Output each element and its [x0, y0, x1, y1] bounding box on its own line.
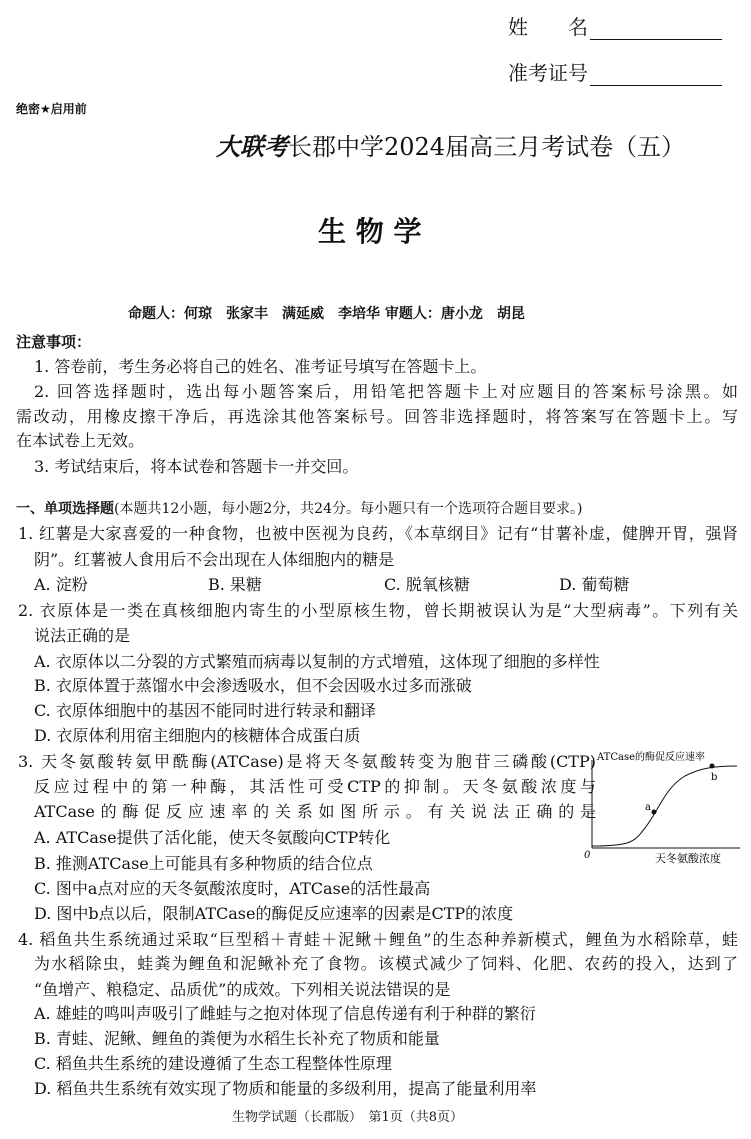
point-a: [652, 810, 657, 815]
option-b: B. 果糖: [208, 575, 262, 594]
option-d: D. 稻鱼共生系统有效实现了物质和能量的多级利用，提高了能量利用率: [34, 1079, 537, 1098]
notice-line: 2. 回答选择题时，选出每小题答案后，用铅笔把答题卡上对应题目的答案标号涂黑。如: [34, 382, 738, 401]
question-4-stem: “鱼增产、粮稳定、品质优”的成效。下列相关说法错误的是: [34, 980, 451, 999]
option-c: C. 图中a点对应的天冬氨酸浓度时，ATCase的活性最高: [34, 879, 431, 898]
subject-title: 生 物 学: [318, 215, 422, 248]
notice-line: 在本试卷上无效。: [16, 431, 145, 450]
title-text: 长郡中学2024届高三月考试卷（五）: [288, 133, 686, 161]
exam-title: [216, 133, 685, 161]
section-desc: (本题共12小题，每小题2分，共24分。每小题只有一个选项符合题目要求。): [114, 501, 583, 517]
notice-line: 3. 考试结束后，将本试卷和答题卡一并交回。: [34, 457, 359, 476]
question-1-stem: 1. 红薯是大家喜爱的一种食物，也被中医视为良药，《本草纲目》记有“甘薯补虚，健脾开胃，强肾: [18, 524, 738, 543]
option-c: C. 稻鱼共生系统的建设遵循了生态工程整体性原理: [34, 1054, 392, 1073]
notice-line: 需改动，用橡皮擦干净后，再选涂其他答案标号。回答非选择题时，将答案写在答题卡上。写: [16, 407, 738, 426]
notice-line: 1. 答卷前，考生务必将自己的姓名、准考证号填写在答题卡上。: [34, 357, 487, 376]
authors: 命题人：何琼 张家丰 满延威 李培华 审题人：唐小龙 胡昆: [128, 306, 525, 322]
option-c: C. 衣原体细胞中的基因不能同时进行转录和翻译: [34, 701, 376, 720]
section-title: 一、单项选择题: [16, 501, 114, 517]
secret-mark: 绝密★启用前: [16, 102, 87, 116]
option-a: A. 淀粉: [34, 575, 88, 594]
option-b: B. 青蛙、泥鳅、鲤鱼的粪便为水稻生长补充了物质和能量: [34, 1029, 440, 1048]
question-4-stem: 为水稻除虫，蛙粪为鲤鱼和泥鳅补充了食物。该模式减少了饲料、化肥、农药的投入，达到了: [34, 954, 738, 973]
name-label: 姓 名: [508, 15, 588, 39]
question-2-stem: 说法正确的是: [34, 626, 131, 645]
option-b: B. 推测ATCase上可能具有多种物质的结合位点: [34, 854, 373, 873]
name-blank: [590, 21, 722, 40]
option-a: A. ATCase提供了活化能，使天冬氨酸向CTP转化: [34, 828, 391, 847]
page-footer: 生物学试题（长郡版） 第1页（共8页）: [232, 1110, 464, 1125]
section-heading: [16, 499, 582, 519]
point-a-label: a: [645, 802, 651, 813]
question-1-stem: 阴”。红薯被人食用后不会出现在人体细胞内的糖是: [34, 550, 395, 569]
point-b-label: b: [711, 772, 718, 783]
question-3-stem: 反应过程中的第一种酶，其活性可受CTP的抑制。天冬氨酸浓度与: [34, 777, 596, 796]
exam-id-label: 准考证号: [508, 61, 588, 85]
origin-label: 0: [584, 850, 591, 861]
option-d: D. 葡萄糖: [559, 575, 630, 594]
question-3-stem: 3. 天冬氨酸转氨甲酰酶(ATCase)是将天冬氨酸转变为胞苷三磷酸(CTP): [18, 752, 596, 771]
notice-heading: 注意事项：: [16, 333, 92, 351]
exam-id-blank: [590, 67, 722, 86]
question-4-stem: 4. 稻鱼共生系统通过采取“巨型稻＋青蛙＋泥鳅＋鲤鱼”的生态种养新模式，鲤鱼为水稻除草，蛙: [18, 930, 738, 949]
brand-logo: 大联考: [216, 132, 288, 161]
name-field: [508, 14, 722, 40]
x-axis-label: 天冬氨酸浓度: [655, 852, 721, 865]
option-d: D. 图中b点以后，限制ATCase的酶促反应速率的因素是CTP的浓度: [34, 904, 514, 923]
option-a: A. 雄蛙的鸣叫声吸引了雌蛙与之抱对体现了信息传递有利于种群的繁衍: [34, 1004, 536, 1023]
y-axis-label: ATCase的酶促反应速率: [597, 752, 706, 763]
option-c: C. 脱氧核糖: [384, 575, 470, 594]
exam-id-field: [508, 60, 722, 86]
option-a: A. 衣原体以二分裂的方式繁殖而病毒以复制的方式增殖，这体现了细胞的多样性: [34, 652, 600, 671]
option-d: D. 衣原体利用宿主细胞内的核糖体合成蛋白质: [34, 726, 361, 745]
question-3-stem: ATCase的酶促反应速率的关系如图所示。有关说法正确的是: [34, 802, 596, 821]
point-b: [710, 764, 715, 769]
question-2-stem: 2. 衣原体是一类在真核细胞内寄生的小型原核生物，曾长期被误认为是“大型病毒”。下列有关: [18, 601, 738, 620]
option-b: B. 衣原体置于蒸馏水中会渗透吸水，但不会因吸水过多而涨破: [34, 676, 472, 695]
enzyme-rate-figure: [575, 748, 751, 872]
